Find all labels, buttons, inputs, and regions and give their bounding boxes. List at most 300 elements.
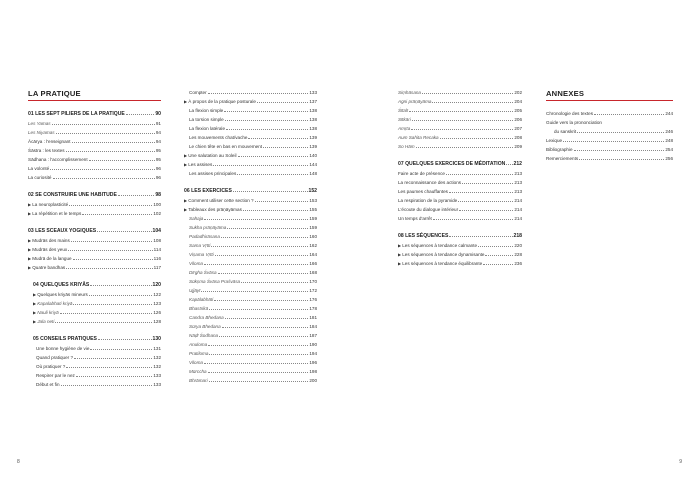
dot-leader xyxy=(76,376,153,377)
dot-leader xyxy=(416,147,514,148)
toc-entry[interactable] xyxy=(28,371,161,380)
dot-leader xyxy=(440,138,514,139)
dot-leader xyxy=(89,295,153,296)
toc-entry[interactable] xyxy=(28,128,161,137)
toc-entry-label: Padadhirāsana xyxy=(189,234,220,239)
toc-entry-label: Les assises xyxy=(188,162,213,167)
dot-leader xyxy=(478,246,513,247)
dot-leader xyxy=(89,160,155,161)
dot-leader xyxy=(433,219,514,220)
toc-entry-page: 172 xyxy=(309,288,317,293)
toc-entry-label: Sahaja xyxy=(189,216,204,221)
toc-entry-label: 01 LES SEPT PILIERS DE LA PRATIQUE xyxy=(28,111,125,117)
toc-entry[interactable] xyxy=(184,322,317,331)
toc-entry-page: 108 xyxy=(153,238,161,243)
toc-entry[interactable] xyxy=(184,331,317,340)
toc-entry[interactable] xyxy=(184,340,317,349)
toc-entry-page: 138 xyxy=(309,117,317,122)
dot-leader xyxy=(60,313,153,314)
toc-entry-label: Lexique xyxy=(546,138,563,143)
toc-entry-page: 95 xyxy=(155,148,161,153)
toc-entry-label: 03 LES SCEAUX YOGIQUES xyxy=(28,228,97,234)
toc-entry-page: 246 xyxy=(665,129,673,134)
toc-entry[interactable] xyxy=(28,155,161,164)
toc-entry[interactable] xyxy=(28,344,161,353)
dot-leader xyxy=(98,339,152,340)
toc-entry-label: Tableaux des prāṇāyāmas xyxy=(188,207,242,212)
toc-entry-page: 213 xyxy=(514,180,522,185)
dot-leader xyxy=(219,336,308,337)
toc-entry-page: 184 xyxy=(309,324,317,329)
toc-entry[interactable] xyxy=(184,106,317,115)
dot-leader xyxy=(209,309,308,310)
dot-leader xyxy=(594,114,664,115)
dot-leader xyxy=(409,111,513,112)
toc-entry-page: 214 xyxy=(514,207,522,212)
toc-entry-label: Les mouvements chat/vache xyxy=(189,135,248,140)
toc-entry[interactable] xyxy=(28,380,161,389)
toc-entry[interactable] xyxy=(398,241,522,250)
toc-entry-label: 04 QUELQUES KRIYĀS xyxy=(33,282,90,288)
toc-entry-page: 90 xyxy=(155,111,161,117)
toc-entry[interactable] xyxy=(184,169,317,178)
toc-entry-page: 244 xyxy=(665,111,673,116)
toc-entry[interactable] xyxy=(398,142,522,151)
dot-leader xyxy=(221,237,308,238)
toc-entry-page: 104 xyxy=(152,228,161,234)
dot-leader xyxy=(90,349,152,350)
part-title: ANNEXES xyxy=(546,89,585,98)
toc-chapter-entry[interactable] xyxy=(28,280,161,290)
dot-leader xyxy=(204,219,308,220)
toc-entry-page: 220 xyxy=(514,243,522,248)
toc-entry[interactable] xyxy=(184,367,317,376)
toc-entry[interactable] xyxy=(398,124,522,133)
toc-entry[interactable] xyxy=(184,304,317,313)
dot-leader xyxy=(446,174,513,175)
toc-entry[interactable] xyxy=(184,232,317,241)
bullet-arrow-icon: ▶ xyxy=(184,198,188,203)
toc-entry-label: Aum Sahita Recaka xyxy=(398,135,439,140)
toc-entry[interactable] xyxy=(184,241,317,250)
section-gap xyxy=(28,272,161,280)
toc-entry[interactable] xyxy=(546,136,673,145)
toc-entry[interactable] xyxy=(184,250,317,259)
dot-leader xyxy=(222,327,309,328)
toc-entry-page: 194 xyxy=(309,351,317,356)
toc-entry[interactable] xyxy=(184,223,317,232)
dot-leader xyxy=(204,363,308,364)
toc-entry-page: 148 xyxy=(309,171,317,176)
toc-entry-label: Pratiloma xyxy=(189,351,209,356)
dot-leader xyxy=(74,358,152,359)
dot-leader xyxy=(68,250,152,251)
toc-entry-page: 144 xyxy=(309,162,317,167)
toc-entry-label: Dīrgha Śvāsa xyxy=(189,270,217,275)
toc-entry[interactable] xyxy=(398,250,522,259)
section-gap xyxy=(28,218,161,226)
toc-entry-page: 91 xyxy=(155,121,161,126)
toc-entry[interactable] xyxy=(398,214,522,223)
bullet-arrow-icon: ▶ xyxy=(184,207,188,212)
toc-entry-label: Sama Vṛtti xyxy=(189,243,211,248)
toc-entry[interactable] xyxy=(28,173,161,182)
toc-entry-label: Sukha prāṇāyāma xyxy=(189,225,227,230)
toc-entry-label: Guide vers la prononciation xyxy=(546,120,602,125)
toc-entry[interactable] xyxy=(28,254,161,263)
toc-entry-page: 208 xyxy=(514,135,522,140)
toc-entry[interactable] xyxy=(398,88,522,97)
toc-chapter-entry[interactable] xyxy=(28,190,161,200)
bullet-arrow-icon: ▶ xyxy=(28,238,32,243)
toc-entry-label: Un temps d'arrêt xyxy=(398,216,432,221)
toc-entry-page: 204 xyxy=(514,99,522,104)
toc-entry-label: Les séquences à tendance calmante xyxy=(402,243,478,248)
toc-entry[interactable] xyxy=(398,106,522,115)
toc-entry-label: La curiosité xyxy=(28,175,52,180)
toc-entry[interactable] xyxy=(184,88,317,97)
toc-entry-page: 123 xyxy=(153,301,161,306)
dot-leader xyxy=(233,191,308,192)
toc-entry-label: La respiration de la pyramide xyxy=(398,198,458,203)
dot-leader xyxy=(411,129,513,130)
dot-leader xyxy=(224,111,308,112)
toc-column-3 xyxy=(398,88,522,268)
toc-entry-page: 214 xyxy=(514,198,522,203)
toc-entry-label: Anuloma xyxy=(189,342,208,347)
section-gap xyxy=(184,178,317,186)
toc-entry-page: 132 xyxy=(153,355,161,360)
toc-entry[interactable] xyxy=(398,169,522,178)
toc-entry-page: 132 xyxy=(153,364,161,369)
toc-entry[interactable] xyxy=(398,133,522,142)
toc-entry-label: Amṛta xyxy=(398,126,411,131)
toc-entry-page: 212 xyxy=(513,161,522,167)
toc-chapter-entry[interactable] xyxy=(184,186,317,196)
toc-entry-page: 206 xyxy=(514,117,522,122)
toc-entry-label: Respirer par le nez xyxy=(36,373,75,378)
toc-entry-label: La torsion simple xyxy=(189,117,224,122)
toc-entry[interactable] xyxy=(398,196,522,205)
toc-entry[interactable] xyxy=(184,358,317,367)
dot-leader xyxy=(579,159,664,160)
dot-leader xyxy=(90,285,151,286)
toc-entry[interactable] xyxy=(28,353,161,362)
toc-entry-page: 100 xyxy=(153,202,161,207)
toc-entry[interactable] xyxy=(184,124,317,133)
toc-entry-label: 08 LES SÉQUENCES xyxy=(398,233,449,239)
bullet-arrow-icon: ▶ xyxy=(184,153,188,158)
dot-leader xyxy=(55,322,152,323)
toc-entry-page: 133 xyxy=(153,373,161,378)
toc-entry-label: Quatre bandhas xyxy=(32,265,66,270)
toc-chapter-entry[interactable] xyxy=(28,226,161,236)
toc-entry-label: 07 QUELQUES EXERCICES DE MÉDITATION xyxy=(398,161,506,167)
dot-leader xyxy=(213,165,308,166)
toc-entry[interactable] xyxy=(184,376,317,385)
toc-entry-label: Kapālabhāti xyxy=(189,297,214,302)
toc-entry-label: Viṣama Vṛtti xyxy=(189,252,214,257)
toc-entry-page: 94 xyxy=(155,139,161,144)
toc-entry-page: 218 xyxy=(513,233,522,239)
section-gap xyxy=(28,182,161,190)
toc-entry-page: 159 xyxy=(309,225,317,230)
toc-entry-page: 209 xyxy=(514,144,522,149)
toc-entry-page: 94 xyxy=(155,130,161,135)
dot-leader xyxy=(66,367,152,368)
toc-entry[interactable] xyxy=(184,205,317,214)
toc-entry[interactable] xyxy=(28,362,161,371)
dot-leader xyxy=(72,142,155,143)
dot-leader xyxy=(97,231,151,232)
toc-entry-label: Nauli kriyā xyxy=(37,310,59,315)
toc-entry[interactable] xyxy=(28,299,161,308)
bullet-arrow-icon: ▶ xyxy=(28,211,32,216)
toc-entry[interactable] xyxy=(184,115,317,124)
toc-entry[interactable] xyxy=(28,236,161,245)
toc-entry-page: 207 xyxy=(514,126,522,131)
toc-entry-page: 166 xyxy=(309,261,317,266)
dot-leader xyxy=(71,241,153,242)
bullet-arrow-icon: ▶ xyxy=(28,202,32,207)
dot-leader xyxy=(209,354,308,355)
toc-entry-page: 138 xyxy=(309,126,317,131)
toc-entry-label: Le chien tête en bas en mouvement xyxy=(189,144,263,149)
toc-entry-label: Quelques kriyās mineurs xyxy=(37,292,88,297)
toc-entry-label: Les assises principales xyxy=(189,171,237,176)
toc-chapter-entry[interactable] xyxy=(398,231,522,241)
toc-entry-page: 236 xyxy=(514,261,522,266)
toc-entry[interactable] xyxy=(546,109,673,118)
toc-entry[interactable] xyxy=(184,277,317,286)
bullet-arrow-icon: ▶ xyxy=(28,247,32,252)
toc-entry[interactable] xyxy=(546,145,673,154)
toc-entry-label: Les Yamas xyxy=(28,121,51,126)
toc-chapter-entry[interactable] xyxy=(28,109,161,119)
dot-leader xyxy=(52,124,155,125)
bullet-arrow-icon: ▶ xyxy=(33,292,37,297)
toc-entry-label: À propos de la pratique posturale xyxy=(188,99,256,104)
toc-entry-page: 137 xyxy=(309,99,317,104)
toc-entry-page: 116 xyxy=(153,256,161,261)
dot-leader xyxy=(577,132,664,133)
toc-entry-label: Chronologie des textes xyxy=(546,111,593,116)
toc-entry[interactable] xyxy=(398,178,522,187)
dot-leader xyxy=(211,246,308,247)
toc-entry[interactable] xyxy=(184,349,317,358)
dot-leader xyxy=(56,133,155,134)
toc-entry-page: 120 xyxy=(152,282,161,288)
toc-chapter-entry[interactable] xyxy=(28,334,161,344)
toc-entry-label: Sītkāri xyxy=(398,117,411,122)
toc-entry[interactable] xyxy=(398,187,522,196)
toc-entry-page: 159 xyxy=(309,216,317,221)
toc-entry-page: 187 xyxy=(309,333,317,338)
toc-entry[interactable] xyxy=(398,205,522,214)
toc-entry-label: 06 LES EXERCICES xyxy=(184,188,232,194)
toc-entry[interactable] xyxy=(398,115,522,124)
toc-entry-label: So Hām xyxy=(398,144,415,149)
toc-entry-label: du sanskrit xyxy=(554,129,577,134)
toc-entry-label: Agni prāṇāyāma xyxy=(398,99,432,104)
dot-leader xyxy=(238,156,309,157)
toc-entry-page: 102 xyxy=(153,211,161,216)
dot-leader xyxy=(226,129,308,130)
toc-entry-page: 168 xyxy=(309,270,317,275)
toc-entry-label: La flexion simple xyxy=(189,108,224,113)
toc-entry[interactable] xyxy=(184,268,317,277)
toc-entry[interactable] xyxy=(28,290,161,299)
dot-leader xyxy=(237,174,308,175)
bullet-arrow-icon: ▶ xyxy=(398,252,402,257)
toc-entry-page: 248 xyxy=(665,138,673,143)
dot-leader xyxy=(248,138,308,139)
toc-entry[interactable] xyxy=(546,154,673,163)
toc-entry-page: 95 xyxy=(155,157,161,162)
toc-entry-label: Viloma xyxy=(189,261,203,266)
toc-entry-label: La répétition et le temps xyxy=(32,211,82,216)
toc-entry-page: 202 xyxy=(514,90,522,95)
toc-entry-label: Compter xyxy=(189,90,207,95)
toc-entry-label: Les paumes chauffantes xyxy=(398,189,448,194)
toc-entry[interactable] xyxy=(184,295,317,304)
dot-leader xyxy=(73,304,152,305)
dot-leader xyxy=(214,300,308,301)
toc-entry-label: Faire acte de présence xyxy=(398,171,445,176)
bullet-arrow-icon: ▶ xyxy=(184,162,188,167)
toc-entry-label: 05 CONSEILS PRATIQUES xyxy=(33,336,97,342)
toc-entry-label: Sūrya Bhedana xyxy=(189,324,221,329)
toc-entry[interactable] xyxy=(28,308,161,317)
dot-leader xyxy=(201,291,308,292)
dot-leader xyxy=(50,169,155,170)
toc-entry-page: 96 xyxy=(155,175,161,180)
toc-entry[interactable] xyxy=(28,245,161,254)
dot-leader xyxy=(563,141,664,142)
toc-entry[interactable] xyxy=(398,97,522,106)
toc-entry[interactable] xyxy=(184,286,317,295)
toc-entry-label: Ujjāyī xyxy=(189,288,201,293)
toc-entry[interactable] xyxy=(546,127,673,136)
toc-entry-label: Nāḍī Śodhana xyxy=(189,333,219,338)
toc-entry[interactable] xyxy=(184,151,317,160)
section-gap xyxy=(398,151,522,159)
toc-entry-label: La flexion latérale xyxy=(189,126,226,131)
toc-entry-page: 139 xyxy=(309,135,317,140)
toc-entry[interactable] xyxy=(184,133,317,142)
toc-entry-label: Une bonne hygiène de vie xyxy=(36,346,90,351)
toc-entry-page: 126 xyxy=(153,310,161,315)
left-page-number: 8 xyxy=(17,459,20,465)
toc-entry[interactable] xyxy=(28,164,161,173)
toc-entry-page: 122 xyxy=(153,292,161,297)
toc-entry[interactable] xyxy=(546,118,673,127)
toc-entry-label: Les Niyamas xyxy=(28,130,55,135)
toc-entry-label: L'écoute du dialogue intérieur xyxy=(398,207,459,212)
dot-leader xyxy=(483,264,513,265)
dot-leader xyxy=(118,195,154,196)
dot-leader xyxy=(462,183,513,184)
toc-entry-label: Śāstra : les textes xyxy=(28,148,65,153)
toc-entry[interactable] xyxy=(184,97,317,106)
bullet-arrow-icon: ▶ xyxy=(33,310,37,315)
toc-entry-page: 139 xyxy=(309,144,317,149)
toc-entry-page: 153 xyxy=(309,198,317,203)
toc-entry[interactable] xyxy=(28,263,161,272)
toc-entry-label: Une salutation au Soleil xyxy=(188,153,237,158)
dot-leader xyxy=(458,201,513,202)
toc-entry-label: Mudrās des mains xyxy=(32,238,70,243)
toc-entry-page: 155 xyxy=(309,207,317,212)
dot-leader xyxy=(506,164,512,165)
dot-leader xyxy=(61,385,153,386)
toc-chapter-entry[interactable] xyxy=(398,159,522,169)
toc-entry[interactable] xyxy=(184,160,317,169)
toc-entry[interactable] xyxy=(28,146,161,155)
toc-entry-label: Bhastrikā xyxy=(189,306,209,311)
toc-entry-label: Vilomа xyxy=(189,360,203,365)
toc-entry-label: Où pratiquer ? xyxy=(36,364,66,369)
toc-entry[interactable] xyxy=(28,317,161,326)
toc-entry-label: Quand pratiquer ? xyxy=(36,355,74,360)
toc-entry-label: La neuroplasticité xyxy=(32,202,69,207)
toc-entry-page: 152 xyxy=(308,188,317,194)
toc-entry-page: 228 xyxy=(514,252,522,257)
toc-entry[interactable] xyxy=(184,142,317,151)
toc-entry-page: 138 xyxy=(309,108,317,113)
bullet-arrow-icon: ▶ xyxy=(398,243,402,248)
toc-entry-page: 133 xyxy=(153,382,161,387)
toc-entry-page: 176 xyxy=(309,297,317,302)
toc-entry-page: 170 xyxy=(309,279,317,284)
toc-entry-page: 205 xyxy=(514,108,522,113)
toc-entry-label: Sūkṣma Śvāsa Praśvāsa xyxy=(189,279,241,284)
toc-entry-page: 254 xyxy=(665,147,673,152)
toc-entry-label: Remerciements xyxy=(546,156,579,161)
right-page-number: 9 xyxy=(679,459,682,465)
dot-leader xyxy=(208,345,308,346)
toc-entry[interactable] xyxy=(184,259,317,268)
toc-entry[interactable] xyxy=(398,259,522,268)
dot-leader xyxy=(449,192,513,193)
toc-entry[interactable] xyxy=(28,200,161,209)
toc-entry[interactable] xyxy=(184,214,317,223)
toc-entry[interactable] xyxy=(28,209,161,218)
toc-column-2 xyxy=(184,88,317,385)
toc-entry-page: 128 xyxy=(153,319,161,324)
toc-entry-page: 131 xyxy=(153,346,161,351)
bullet-arrow-icon: ▶ xyxy=(33,319,37,324)
toc-entry-label: Les séquences à tendance dynamisante xyxy=(402,252,485,257)
dot-leader xyxy=(485,255,513,256)
toc-entry[interactable] xyxy=(28,137,161,146)
toc-entry-page: 214 xyxy=(514,216,522,221)
toc-entry-page: 256 xyxy=(665,156,673,161)
toc-entry[interactable] xyxy=(184,313,317,322)
toc-entry-page: 200 xyxy=(309,378,317,383)
toc-entry[interactable] xyxy=(184,196,317,205)
dot-leader xyxy=(422,93,513,94)
toc-entry-label: Śītalī xyxy=(398,108,408,113)
dot-leader xyxy=(263,147,308,148)
toc-entry-label: 02 SE CONSTRUIRE UNE HABITUDE xyxy=(28,192,117,198)
bullet-arrow-icon: ▶ xyxy=(28,256,32,261)
toc-entry-label: Mudrā de la langue xyxy=(32,256,72,261)
toc-entry-label: Siṃhāsana xyxy=(398,90,421,95)
bullet-arrow-icon: ▶ xyxy=(28,265,32,270)
toc-entry-page: 164 xyxy=(309,252,317,257)
toc-entry[interactable] xyxy=(28,119,161,128)
